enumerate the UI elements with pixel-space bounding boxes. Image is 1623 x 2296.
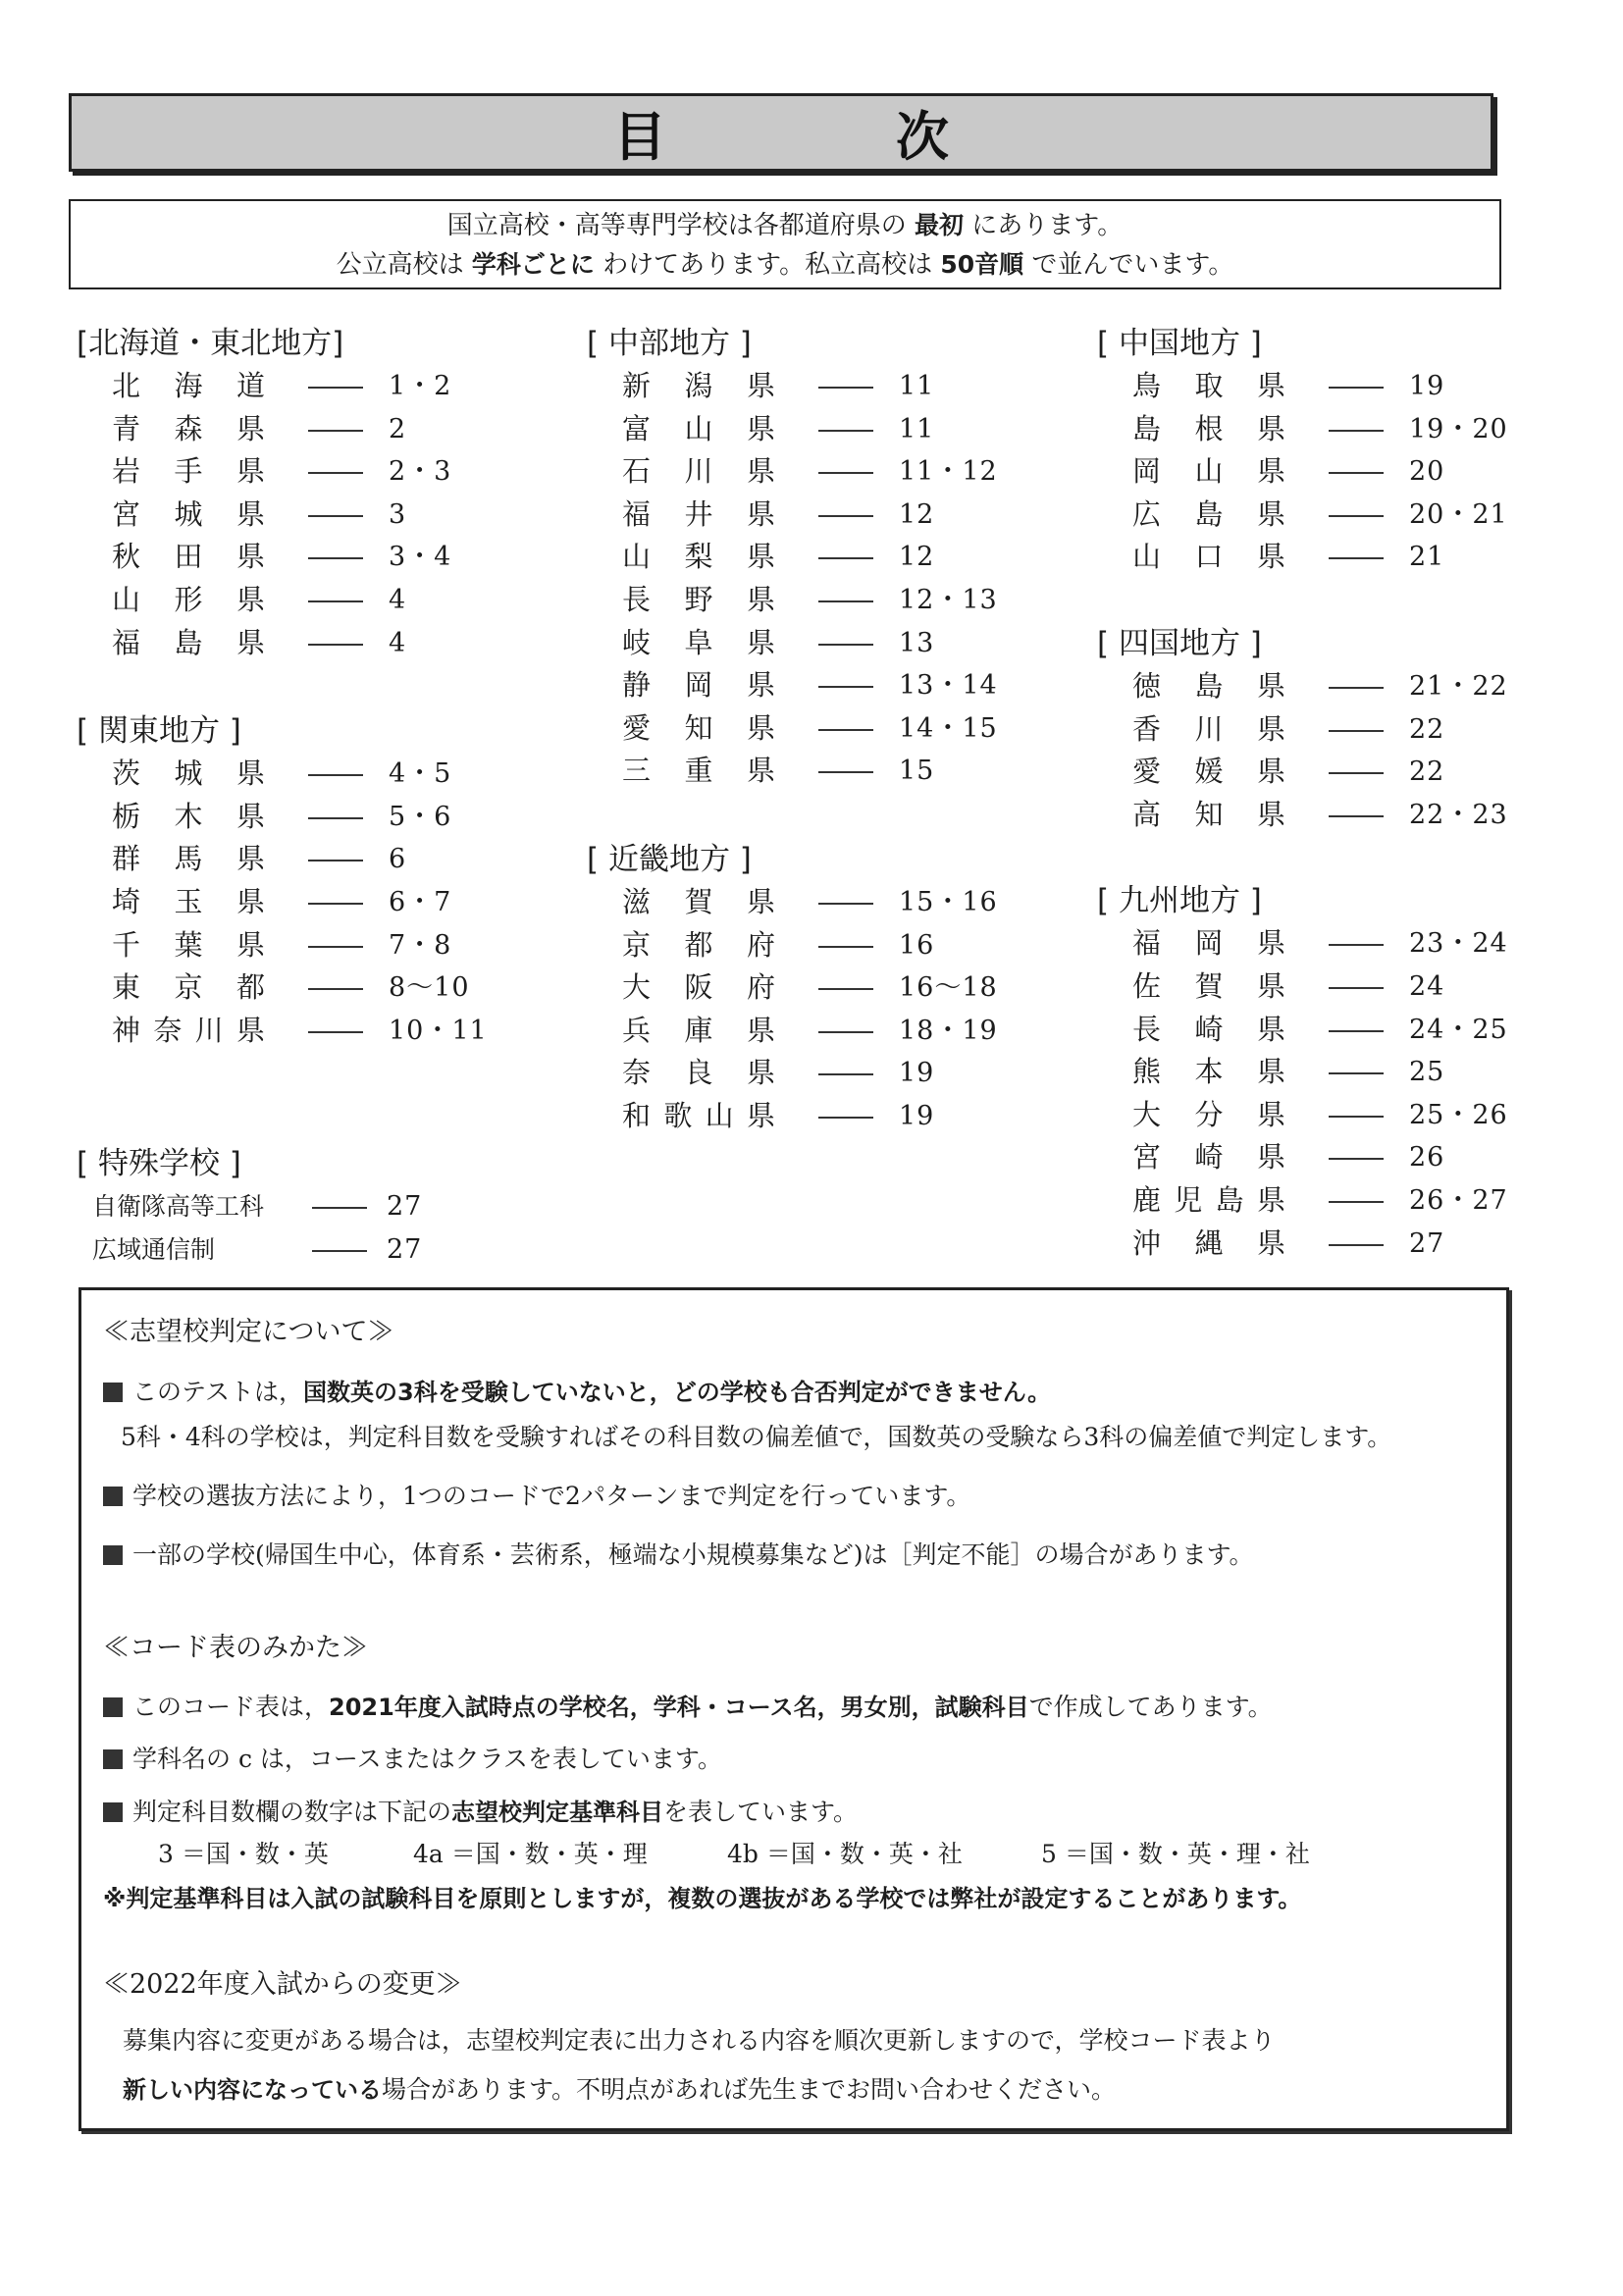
- formula-4a: 4a ＝国・数・英・理: [413, 1840, 648, 1868]
- page-number: 12: [899, 542, 935, 573]
- prefecture-name: 兵庫県: [622, 1013, 775, 1047]
- leader-dash: [1329, 815, 1384, 817]
- toc-column: [1097, 322, 1529, 1265]
- page-number: 4: [389, 584, 407, 615]
- bullet-emphasis: 国数英の3科を受験していないと，どの学校も合否判定ができません。: [303, 1379, 1052, 1406]
- prefecture-name: 神奈川県: [112, 1013, 265, 1047]
- prefecture-name: 茨城県: [112, 757, 265, 791]
- prefecture-name: 徳島県: [1132, 668, 1285, 703]
- changes-line-2: [123, 2070, 1116, 2106]
- prefecture-name: 宮城県: [112, 496, 265, 531]
- prefecture-name: 愛知県: [622, 710, 775, 745]
- toc-entry[interactable]: [1097, 922, 1529, 965]
- toc-entry[interactable]: [587, 1052, 1019, 1095]
- prefecture-name: 愛媛県: [1132, 755, 1285, 789]
- toc-entry[interactable]: [77, 753, 508, 796]
- prefecture-name: 佐賀県: [1132, 968, 1285, 1003]
- region-spacer: [77, 1052, 508, 1142]
- leader-dash: [308, 644, 363, 646]
- prefecture-name: 新潟県: [622, 369, 775, 402]
- intro-emphasis: 学科ごとに: [471, 250, 595, 279]
- toc-entry[interactable]: [1097, 1136, 1529, 1179]
- page-number: 19・20: [1409, 413, 1508, 444]
- prefecture-name: 福島県: [112, 625, 265, 659]
- toc-entry[interactable]: [1097, 708, 1529, 752]
- page-number: 12・13: [899, 584, 998, 615]
- page-number: 8～10: [389, 972, 470, 1004]
- prefecture-name: 沖縄県: [1132, 1226, 1285, 1260]
- prefecture-name: 静岡県: [622, 668, 775, 703]
- page-number: 19: [899, 1100, 935, 1131]
- intro-emphasis: 最初: [915, 211, 965, 239]
- intro-text: 公立高校は: [336, 250, 472, 280]
- page-number: 25: [1409, 1057, 1445, 1088]
- toc-entry[interactable]: [77, 365, 508, 408]
- page-number: 2・3: [389, 456, 452, 488]
- leader-dash: [1329, 1116, 1384, 1118]
- page-number: 10・11: [389, 1015, 488, 1046]
- leader-dash: [1329, 1244, 1384, 1246]
- page-number: 26: [1409, 1142, 1445, 1174]
- leader-dash: [818, 903, 873, 905]
- toc-column: [77, 322, 508, 1272]
- prefecture-name: 北海道: [112, 369, 265, 402]
- leader-dash: [1329, 687, 1384, 689]
- prefecture-name: 群馬県: [112, 842, 265, 876]
- page-title-bar: [69, 93, 1493, 172]
- prefecture-name: 富山県: [622, 411, 775, 445]
- leader-dash: [1329, 472, 1384, 474]
- prefecture-name: 自衛隊高等工科: [92, 1192, 265, 1222]
- prefecture-name: 山形県: [112, 582, 265, 616]
- leader-dash: [308, 472, 363, 474]
- toc-entry[interactable]: [77, 838, 508, 881]
- toc-entry[interactable]: [587, 622, 1019, 665]
- prefecture-name: 岐阜県: [622, 625, 775, 659]
- leader-dash: [308, 946, 363, 948]
- prefecture-name: 石川県: [622, 454, 775, 489]
- page-number: 12: [899, 498, 935, 530]
- page-number: 11: [899, 413, 935, 444]
- prefecture-name: 広島県: [1132, 496, 1285, 531]
- page-number: 27: [1409, 1227, 1445, 1259]
- toc-entry[interactable]: [77, 924, 508, 967]
- region-spacer: [77, 664, 508, 709]
- leader-dash: [308, 430, 363, 432]
- prefecture-name: 鹿児島県: [1132, 1182, 1285, 1217]
- prefecture-name: 奈良県: [622, 1056, 775, 1090]
- toc-entry[interactable]: [587, 664, 1019, 707]
- toc-entry[interactable]: [1097, 1094, 1529, 1137]
- page-number: 15: [899, 756, 935, 787]
- toc-entry[interactable]: [77, 494, 508, 537]
- square-bullet-icon: [103, 1697, 123, 1717]
- bullet-text: 学校の選抜方法により，1つのコードで2パターンまで判定を行っています。: [132, 1482, 971, 1510]
- page-number: 15・16: [899, 886, 998, 917]
- prefecture-name: 埼玉県: [112, 884, 265, 918]
- intro-text: わけてあります。私立高校は: [594, 250, 941, 280]
- section-title-judgement: ≪志望校判定について≫: [103, 1317, 394, 1347]
- bullet-judgement-2: [103, 1477, 970, 1512]
- toc-entry[interactable]: [1097, 794, 1529, 837]
- formula-4b: 4b ＝国・数・英・社: [727, 1840, 963, 1868]
- page-number: 21: [1409, 542, 1445, 573]
- page-number: 20: [1409, 456, 1445, 488]
- leader-dash: [818, 729, 873, 731]
- page-number: 3: [389, 498, 407, 530]
- bullet-code-3: [103, 1793, 858, 1828]
- prefecture-name: 福岡県: [1132, 926, 1285, 961]
- prefecture-name: 滋賀県: [622, 884, 775, 918]
- toc-column: [587, 322, 1019, 1138]
- page-number: 4: [389, 627, 407, 658]
- toc-entry[interactable]: [587, 450, 1019, 494]
- prefecture-name: 千葉県: [112, 927, 265, 962]
- bullet-text: で作成してあります。: [1028, 1693, 1273, 1721]
- intro-line-1: [71, 206, 1499, 245]
- toc-entry[interactable]: [77, 536, 508, 579]
- page-number: 16: [899, 929, 935, 961]
- toc-entry[interactable]: [587, 1095, 1019, 1138]
- prefecture-name: 三重県: [622, 754, 775, 788]
- region-spacer: [1097, 836, 1529, 879]
- bullet-text: このコード表は，: [132, 1693, 330, 1721]
- toc-entry[interactable]: [587, 365, 1019, 408]
- square-bullet-icon: [103, 1487, 123, 1506]
- prefecture-name: 岩手県: [112, 454, 265, 489]
- toc-region: [587, 322, 1019, 793]
- page-number: 4・5: [389, 758, 452, 790]
- prefecture-name: 鳥取県: [1132, 369, 1285, 402]
- page-number: 19: [1409, 371, 1445, 401]
- leader-dash: [308, 1031, 363, 1033]
- prefecture-name: 和歌山県: [622, 1098, 775, 1132]
- leader-dash: [308, 774, 363, 776]
- prefecture-name: 宮崎県: [1132, 1140, 1285, 1174]
- toc-entry[interactable]: [77, 881, 508, 924]
- toc-entry[interactable]: [77, 1228, 508, 1272]
- intro-note: [69, 199, 1501, 289]
- bullet-text: を表しています。: [663, 1798, 859, 1826]
- leader-dash: [312, 1250, 367, 1252]
- toc-entry[interactable]: [1097, 408, 1529, 451]
- page-number: 20・21: [1409, 498, 1508, 530]
- page-number: 11・12: [899, 456, 998, 488]
- region-heading: [ 近畿地方 ]: [587, 841, 752, 877]
- toc-entry[interactable]: [1097, 965, 1529, 1009]
- page-number: 19: [899, 1058, 935, 1089]
- leader-dash: [818, 472, 873, 474]
- toc-entry[interactable]: [1097, 751, 1529, 794]
- toc-entry[interactable]: [1097, 494, 1529, 537]
- page-number: 22: [1409, 713, 1445, 745]
- intro-text: にあります。: [964, 211, 1124, 240]
- region-heading: [ 関東地方 ]: [77, 713, 241, 750]
- toc-entry[interactable]: [587, 1010, 1019, 1053]
- toc-region: [1097, 622, 1529, 836]
- criteria-note: ※判定基準科目は入試の試験科目を原則としますが，複数の選抜がある学校では弊社が設定することがあります。: [103, 1885, 1302, 1912]
- toc-entry[interactable]: [77, 796, 508, 839]
- formula-3: 3 ＝国・数・英: [158, 1840, 329, 1868]
- changes-line-1: 募集内容に変更がある場合は，志望校判定表に出力される内容を順次更新しますので，学校コード表より: [123, 2026, 1276, 2055]
- region-heading: [ 九州地方 ]: [1097, 883, 1262, 919]
- leader-dash: [818, 387, 873, 389]
- page-number: 22: [1409, 757, 1445, 788]
- bullet-judgement-1: [103, 1373, 1051, 1408]
- toc-entry[interactable]: [587, 408, 1019, 451]
- region-spacer: [587, 793, 1019, 838]
- leader-dash: [1329, 944, 1384, 946]
- leader-dash: [308, 600, 363, 602]
- leader-dash: [818, 771, 873, 773]
- prefecture-name: 岡山県: [1132, 454, 1285, 489]
- prefecture-name: 広域通信制: [92, 1234, 216, 1264]
- toc-entry[interactable]: [587, 924, 1019, 967]
- toc-region: [1097, 879, 1529, 1265]
- prefecture-name: 長崎県: [1132, 1012, 1285, 1046]
- toc-entry[interactable]: [77, 966, 508, 1010]
- toc-entry[interactable]: [587, 494, 1019, 537]
- prefecture-name: 香川県: [1132, 711, 1285, 746]
- region-spacer: [1097, 579, 1529, 622]
- page-number: 27: [387, 1233, 423, 1265]
- prefecture-name: 島根県: [1132, 411, 1285, 445]
- section-title-changes: ≪2022年度入試からの変更≫: [103, 1969, 462, 2000]
- toc-entry[interactable]: [587, 536, 1019, 579]
- page-number: 2: [389, 413, 407, 444]
- leader-dash: [308, 860, 363, 861]
- leader-dash: [1329, 987, 1384, 989]
- leader-dash: [818, 1073, 873, 1075]
- page-number: 27: [387, 1191, 423, 1223]
- prefecture-name: 大阪府: [622, 970, 775, 1005]
- prefecture-name: 高知県: [1132, 797, 1285, 831]
- leader-dash: [308, 817, 363, 819]
- toc-entry[interactable]: [587, 750, 1019, 793]
- page-number: 24・25: [1409, 1014, 1508, 1045]
- leader-dash: [308, 903, 363, 905]
- leader-dash: [818, 686, 873, 688]
- leader-dash: [1329, 772, 1384, 774]
- prefecture-name: 東京都: [112, 970, 265, 1005]
- subject-formula-row: [158, 1835, 1310, 1870]
- toc-region: [77, 322, 508, 664]
- square-bullet-icon: [103, 1383, 123, 1402]
- page-number: 7・8: [389, 929, 452, 961]
- toc-entry[interactable]: [77, 1010, 508, 1053]
- page-number: 25・26: [1409, 1099, 1508, 1130]
- leader-dash: [818, 600, 873, 602]
- leader-dash: [1329, 1030, 1384, 1032]
- toc-entry[interactable]: [77, 579, 508, 622]
- square-bullet-icon: [103, 1749, 123, 1769]
- page-number: 13・14: [899, 670, 998, 702]
- leader-dash: [308, 988, 363, 990]
- info-box: [79, 1287, 1509, 2131]
- prefecture-name: 長野県: [622, 582, 775, 616]
- region-heading: [ 四国地方 ]: [1097, 625, 1262, 661]
- page-number: 21・22: [1409, 670, 1508, 702]
- formula-5: 5 ＝国・数・英・理・社: [1041, 1840, 1310, 1868]
- toc-entry[interactable]: [1097, 1223, 1529, 1266]
- leader-dash: [818, 515, 873, 517]
- bullet-text: 学科名の c は，コースまたはクラスを表しています。: [132, 1745, 722, 1773]
- prefecture-name: 青森県: [112, 411, 265, 445]
- toc-entry[interactable]: [1097, 365, 1529, 408]
- bullet-emphasis: 志望校判定基準科目: [451, 1799, 664, 1826]
- page-number: 5・6: [389, 801, 452, 832]
- square-bullet-icon: [103, 1545, 123, 1565]
- prefecture-name: 栃木県: [112, 799, 265, 833]
- leader-dash: [1329, 1072, 1384, 1074]
- leader-dash: [1329, 1201, 1384, 1203]
- page-title: 目 次: [613, 105, 1037, 168]
- page-number: 22・23: [1409, 799, 1508, 830]
- page-number: 16～18: [899, 972, 998, 1004]
- changes-emphasis: 新しい内容になっている: [123, 2076, 382, 2104]
- toc-entry[interactable]: [77, 622, 508, 665]
- toc-entry[interactable]: [77, 408, 508, 451]
- leader-dash: [308, 557, 363, 559]
- leader-dash: [818, 1117, 873, 1119]
- page-number: 24: [1409, 970, 1445, 1002]
- toc-entry[interactable]: [77, 450, 508, 494]
- leader-dash: [818, 557, 873, 559]
- prefecture-name: 京都府: [622, 927, 775, 962]
- prefecture-name: 熊本県: [1132, 1055, 1285, 1089]
- leader-dash: [818, 430, 873, 432]
- page-number: 14・15: [899, 712, 998, 744]
- square-bullet-icon: [103, 1802, 123, 1822]
- intro-line-2: [71, 245, 1499, 285]
- page-number: 26・27: [1409, 1184, 1508, 1216]
- toc-region: [77, 709, 508, 1052]
- intro-text: 国立高校・高等専門学校は各都道府県の: [446, 211, 916, 240]
- page-number: 11: [899, 371, 935, 401]
- bullet-emphasis: 2021年度入試時点の学校名，学科・コース名，男女別，試験科目: [329, 1694, 1029, 1721]
- toc-entry[interactable]: [587, 579, 1019, 622]
- bullet-code-1: [103, 1688, 1273, 1723]
- page-number: 1・2: [389, 371, 452, 401]
- page-number: 13: [899, 627, 935, 658]
- toc-region: [587, 838, 1019, 1138]
- page-number: 18・19: [899, 1015, 998, 1046]
- prefecture-name: 秋田県: [112, 540, 265, 574]
- leader-dash: [312, 1207, 367, 1209]
- leader-dash: [818, 946, 873, 948]
- toc-entry[interactable]: [77, 1185, 508, 1228]
- bullet-judgement-3: [103, 1536, 1254, 1571]
- toc-entry[interactable]: [587, 881, 1019, 924]
- leader-dash: [308, 515, 363, 517]
- leader-dash: [308, 387, 363, 389]
- leader-dash: [818, 988, 873, 990]
- intro-emphasis: 50音順: [940, 250, 1024, 279]
- page-number: 6・7: [389, 886, 452, 917]
- leader-dash: [1329, 1158, 1384, 1160]
- toc-entry[interactable]: [587, 966, 1019, 1010]
- leader-dash: [1329, 430, 1384, 432]
- toc-entry[interactable]: [1097, 450, 1529, 494]
- page-number: 3・4: [389, 542, 452, 573]
- toc-entry[interactable]: [587, 707, 1019, 751]
- toc-entry[interactable]: [1097, 1009, 1529, 1052]
- region-heading: [ 特殊学校 ]: [77, 1146, 241, 1182]
- region-heading: [北海道・東北地方]: [77, 326, 344, 361]
- toc-region: [77, 1142, 508, 1271]
- toc-entry[interactable]: [1097, 665, 1529, 708]
- leader-dash: [818, 644, 873, 646]
- bullet-text: このテストは，: [132, 1378, 304, 1406]
- leader-dash: [1329, 387, 1384, 389]
- toc-entry[interactable]: [1097, 1051, 1529, 1094]
- page-number: 6: [389, 844, 407, 875]
- changes-text: 場合があります。不明点があれば先生までお問い合わせください。: [382, 2075, 1117, 2104]
- region-heading: [ 中国地方 ]: [1097, 326, 1262, 361]
- leader-dash: [1329, 730, 1384, 732]
- bullet-text: 一部の学校(帰国生中心，体育系・芸術系，極端な小規模募集など)は［判定不能］の場合があります。: [132, 1540, 1254, 1569]
- toc-entry[interactable]: [1097, 1179, 1529, 1223]
- page-number: 23・24: [1409, 928, 1508, 960]
- leader-dash: [1329, 515, 1384, 517]
- bullet-code-2: [103, 1740, 722, 1775]
- leader-dash: [818, 1031, 873, 1033]
- prefecture-name: 山口県: [1132, 540, 1285, 574]
- bullet-text: 判定科目数欄の数字は下記の: [132, 1798, 452, 1826]
- prefecture-name: 福井県: [622, 496, 775, 531]
- toc-region: [1097, 322, 1529, 579]
- toc-entry[interactable]: [1097, 536, 1529, 579]
- prefecture-name: 山梨県: [622, 540, 775, 574]
- region-heading: [ 中部地方 ]: [587, 326, 752, 361]
- section-title-code-table: ≪コード表のみかた≫: [103, 1633, 368, 1663]
- prefecture-name: 大分県: [1132, 1097, 1285, 1131]
- intro-text: で並んでいます。: [1023, 250, 1234, 280]
- leader-dash: [1329, 557, 1384, 559]
- bullet-judgement-1-cont: 5科・4科の学校は，判定科目数を受験すればその科目数の偏差値で，国数英の受験なら3科の偏差値で判定します。: [121, 1423, 1392, 1451]
